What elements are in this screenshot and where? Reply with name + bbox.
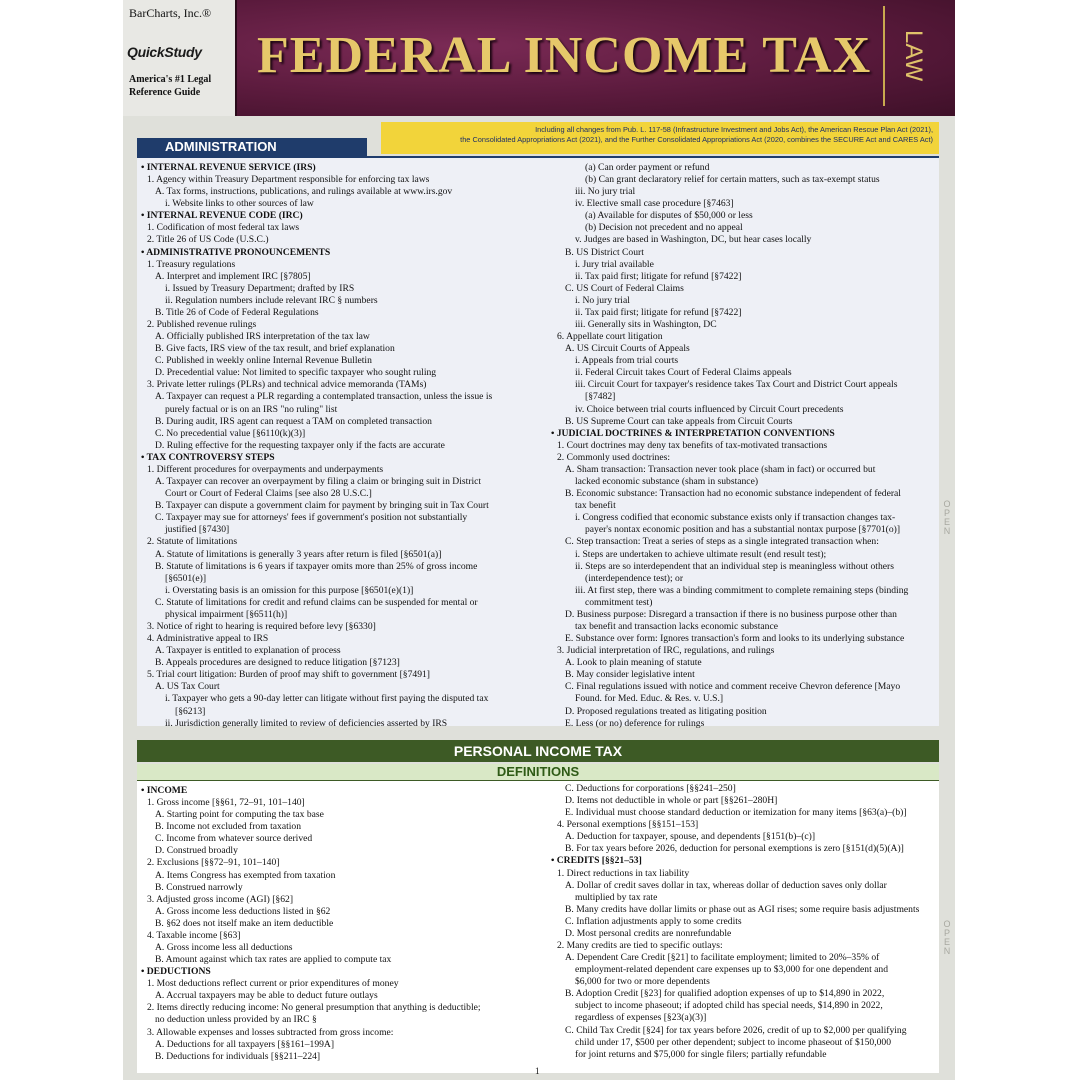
outline-line: no deduction unless provided by an IRC § (155, 1014, 317, 1026)
outline-line: A. Accrual taxpayers may be able to deduct future outlays (155, 990, 378, 1002)
open-fold-tab (939, 920, 955, 956)
outline-line: A. Gross income less all deductions (155, 942, 293, 954)
outline-line: tax benefit and transaction lacks economic substance (575, 620, 778, 632)
administration-panel (137, 158, 939, 729)
outline-line: B. Give facts, IRS view of the tax result, and brief explanation (155, 343, 395, 355)
outline-line: 2. Published revenue rulings (147, 319, 257, 331)
outline-line: B. US District Court (565, 246, 644, 258)
outline-line: i. Jury trial available (575, 258, 654, 270)
outline-line: B. Title 26 of Code of Federal Regulations (155, 306, 319, 318)
outline-line: (b) Can grant declaratory relief for certain matters, such as tax-exempt status (585, 174, 880, 186)
outline-line: A. Gross income less deductions listed in §62 (155, 905, 331, 917)
outline-line: for joint returns and $75,000 for single filers; partially refundable (575, 1048, 827, 1060)
outline-line: B. Income not excluded from taxation (155, 821, 301, 833)
changes-line: Including all changes from Pub. L. 117-58 (Infrastructure Investment and Jobs Act), the American Rescue Plan Act (2021), (535, 125, 933, 134)
section-title-administration: ADMINISTRATION (137, 138, 367, 156)
outline-line: iii. Circuit Court for taxpayer's residence takes Tax Court and District Court appeals (575, 379, 898, 391)
series-logo: QuickStudy (127, 44, 202, 60)
outline-line: justified [§7430] (165, 524, 230, 536)
outline-line: D. Items not deductible in whole or part [§§261–280H] (565, 795, 778, 807)
guide-title: FEDERAL INCOME TAX (257, 27, 872, 84)
outline-line: 2. Statute of limitations (147, 536, 238, 548)
outline-line: • TAX CONTROVERSY STEPS (141, 451, 275, 463)
outline-line: subject to income phaseout; if adopted child has special needs, $14,890 in 2022, (575, 1000, 883, 1012)
outline-line: ii. Regulation numbers include relevant IRC § numbers (165, 294, 378, 306)
outline-line: ii. Tax paid first; litigate for refund [§7422] (575, 270, 742, 282)
outline-line: A. Items Congress has exempted from taxation (155, 869, 336, 881)
outline-line: B. Deductions for individuals [§§211–224] (155, 1050, 321, 1062)
outline-line: 1. Most deductions reflect current or prior expenditures of money (147, 978, 399, 990)
outline-line: $6,000 for two or more dependents (575, 976, 710, 988)
outline-line: lacked economic substance (sham in substance) (575, 476, 759, 488)
administration-right-column (551, 162, 937, 730)
outline-line: A. Officially published IRS interpretation of the tax law (155, 331, 370, 343)
outline-line: • INTERNAL REVENUE SERVICE (IRS) (141, 162, 316, 173)
outline-line: (a) Can order payment or refund (585, 162, 710, 173)
outline-line: D. Construed broadly (155, 845, 238, 857)
outline-line: B. Taxpayer can dispute a government claim for payment by bringing suit in Tax Court (155, 500, 489, 512)
outline-line: C. No precedential value [§6110(k)(3)] (155, 427, 306, 439)
outline-line: A. Sham transaction: Transaction never took place (sham in fact) or occurred but (565, 463, 876, 475)
side-tab-letter: O (943, 499, 951, 509)
outline-line: B. Appeals procedures are designed to reduce litigation [§7123] (155, 657, 400, 669)
outline-line: 2. Items directly reducing income: No general presumption that anything is deductible; (147, 1002, 481, 1014)
outline-line: B. During audit, IRS agent can request a TAM on completed transaction (155, 415, 432, 427)
outline-line: iii. At first step, there was a binding commitment to complete remaining steps (binding (575, 584, 909, 596)
outline-line: A. Tax forms, instructions, publications, and rulings available at www.irs.gov (155, 186, 453, 198)
outline-line: B. Economic substance: Transaction had no economic substance independent of federal (565, 488, 901, 500)
outline-line: 3. Judicial interpretation of IRC, regulations, and rulings (557, 645, 775, 657)
outline-line: iii. No jury trial (575, 186, 636, 198)
outline-line: 1. Court doctrines may deny tax benefits of tax-motivated transactions (557, 439, 828, 451)
outline-line: D. Ruling effective for the requesting taxpayer only if the facts are accurate (155, 439, 445, 451)
personal-income-tax-panel (137, 781, 939, 1073)
side-tab-letter: E (943, 517, 950, 527)
outline-line: A. Deductions for all taxpayers [§§161–199A] (155, 1038, 335, 1050)
outline-line: 2. Commonly used doctrines: (557, 451, 670, 463)
outline-line: [§6501(e)] (165, 572, 207, 584)
outline-line: 5. Trial court litigation: Burden of proof may shift to government [§7491] (147, 669, 430, 681)
outline-line: B. May consider legislative intent (565, 669, 695, 681)
outline-line: i. Website links to other sources of law (165, 198, 314, 210)
outline-line: B. Construed narrowly (155, 881, 243, 893)
outline-line: 4. Personal exemptions [§§151–153] (557, 819, 699, 831)
outline-line: i. Issued by Treasury Department; drafted by IRS (165, 282, 355, 294)
outline-line: C. Income from whatever source derived (155, 833, 313, 845)
side-tab-letter: N (943, 946, 951, 956)
section-title-personal-income-tax: PERSONAL INCOME TAX (137, 740, 939, 762)
outline-line: • JUDICIAL DOCTRINES & INTERPRETATION CONVENTIONS (551, 427, 835, 439)
outline-line: B. §62 does not itself make an item deductible (155, 917, 334, 929)
side-tab-letter: P (943, 928, 950, 938)
outline-line: 4. Taxable income [§63] (147, 929, 241, 941)
outline-line: A. Deduction for taxpayer, spouse, and dependents [§151(b)–(c)] (565, 831, 816, 843)
laminated-guide-page (123, 0, 955, 1080)
outline-line: 3. Notice of right to hearing is required before levy [§6330] (147, 620, 376, 632)
outline-line: A. Taxpayer is entitled to explanation of process (155, 645, 341, 657)
outline-line: B. Statute of limitations is 6 years if taxpayer omits more than 25% of gross income (155, 560, 478, 572)
outline-line: C. Child Tax Credit [§24] for tax years before 2026, credit of up to $2,000 per qualifying (565, 1024, 907, 1036)
outline-line: Found. for Med. Educ. & Res. v. U.S.] (575, 693, 724, 705)
outline-line: 4. Administrative appeal to IRS (147, 633, 269, 645)
outline-line: tax benefit (575, 500, 616, 512)
outline-line: 3. Adjusted gross income (AGI) [§62] (147, 893, 294, 905)
outline-line: 6. Appellate court litigation (557, 331, 663, 343)
administration-left-column (141, 162, 535, 730)
outline-line: child under 17, $500 per other dependent; subject to income phaseout of $150,000 (575, 1036, 891, 1048)
outline-line: D. Most personal credits are nonrefundable (565, 927, 732, 939)
outline-line: regardless of expenses [§23(a)(3)] (575, 1012, 707, 1024)
outline-line: 1. Direct reductions in tax liability (557, 867, 690, 879)
outline-line: (b) Decision not precedent and no appeal (585, 222, 743, 234)
outline-line: A. US Circuit Courts of Appeals (565, 343, 690, 355)
outline-line: • ADMINISTRATIVE PRONOUNCEMENTS (141, 246, 331, 258)
tagline-line-2: Reference Guide (129, 87, 201, 98)
outline-line: A. Interpret and implement IRC [§7805] (155, 270, 311, 282)
outline-line: 1. Codification of most federal tax laws (147, 222, 300, 234)
publisher-brand-box (123, 0, 237, 116)
page-number: 1 (535, 1066, 540, 1076)
outline-line: purely factual or is on an IRS "no ruling" list (165, 403, 338, 415)
outline-line: [§7482] (585, 391, 616, 403)
outline-line: v. Judges are based in Washington, DC, but hear cases locally (575, 234, 812, 246)
outline-line: C. Taxpayer may sue for attorneys' fees if government's position not substantially (155, 512, 468, 524)
outline-line: A. Dollar of credit saves dollar in tax, whereas dollar of deduction saves only dollar (565, 879, 887, 891)
outline-line: 2. Exclusions [§§72–91, 101–140] (147, 857, 280, 869)
outline-line: A. Taxpayer can request a PLR regarding a contemplated transaction, unless the issue is (155, 391, 493, 403)
outline-line: commitment test) (585, 596, 653, 608)
subject-label: LAW (900, 30, 927, 82)
outline-line: A. Look to plain meaning of statute (565, 657, 702, 669)
outline-line: A. US Tax Court (155, 681, 220, 693)
outline-line: i. Overstating basis is an omission for this purpose [§6501(e)(1)] (165, 584, 414, 596)
outline-line: E. Individual must choose standard deduction or itemization for many items [§63(a)–(b)] (565, 807, 907, 819)
outline-line: 1. Different procedures for overpayments and underpayments (147, 463, 384, 475)
outline-line: ii. Federal Circuit takes Court of Federal Claims appeals (575, 367, 792, 379)
outline-line: Court or Court of Federal Claims [see also 28 U.S.C.] (165, 488, 372, 500)
outline-line: C. Step transaction: Treat a series of steps as a single integrated transaction when: (565, 536, 879, 548)
outline-line: B. Amount against which tax rates are applied to compute tax (155, 954, 392, 966)
outline-line: (interdependence test); or (585, 572, 684, 584)
outline-line: 2. Title 26 of US Code (U.S.C.) (147, 234, 269, 246)
outline-line: B. For tax years before 2026, deduction for personal exemptions is zero [§151(d)(5)(A)] (565, 843, 904, 855)
outline-line: A. Taxpayer can recover an overpayment by filing a claim or bringing suit in District (155, 476, 482, 488)
publisher-name: BarCharts, Inc.® (129, 6, 212, 20)
outline-line: 1. Treasury regulations (147, 258, 236, 270)
outline-line: 3. Allowable expenses and losses subtracted from gross income: (147, 1026, 394, 1038)
outline-line: iv. Choice between trial courts influenced by Circuit Court precedents (575, 403, 844, 415)
outline-line: D. Precedential value: Not limited to specific taxpayer who sought ruling (155, 367, 437, 379)
guide-header (123, 0, 955, 116)
outline-line: i. Steps are undertaken to achieve ultimate result (end result test); (575, 548, 827, 560)
legislation-changes-banner (381, 122, 939, 154)
outline-line: ii. Jurisdiction generally limited to review of deficiencies asserted by IRS (165, 717, 448, 729)
side-tab-letter: P (943, 508, 950, 518)
outline-line: E. Less (or no) deference for rulings (565, 717, 705, 729)
outline-line: i. No jury trial (575, 294, 630, 306)
outline-line: B. Adoption Credit [§23] for qualified adoption expenses of up to $14,890 in 2022, (565, 988, 885, 1000)
outline-line: [§6213] (175, 705, 206, 717)
outline-line: D. Proposed regulations treated as litigating position (565, 705, 767, 717)
outline-line: C. Statute of limitations for credit and refund claims can be suspended for mental or (155, 596, 478, 608)
outline-line: • CREDITS [§§21–53] (551, 855, 642, 867)
outline-line: C. Deductions for corporations [§§241–250] (565, 783, 736, 794)
side-tab-letter: O (943, 919, 951, 929)
outline-line: physical impairment [§6511(h)] (165, 608, 288, 620)
outline-line: A. Starting point for computing the tax base (155, 809, 324, 821)
outline-line: ii. Steps are so interdependent that an individual step is meaningless without others (575, 560, 894, 572)
outline-line: 1. Gross income [§§61, 72–91, 101–140] (147, 797, 305, 809)
outline-line: 1. Agency within Treasury Department responsible for enforcing tax laws (147, 174, 430, 186)
outline-line: • DEDUCTIONS (141, 966, 211, 978)
outline-line: B. US Supreme Court can take appeals from Circuit Courts (565, 415, 793, 427)
outline-line: i. Congress codified that economic substance exists only if transaction changes tax- (575, 512, 896, 524)
outline-line: A. Statute of limitations is generally 3 years after return is filed [§6501(a)] (155, 548, 442, 560)
outline-line: • INTERNAL REVENUE CODE (IRC) (141, 210, 303, 222)
outline-line: C. Inflation adjustments apply to some credits (565, 915, 742, 927)
outline-line: • INCOME (141, 785, 188, 796)
side-tab-letter: E (943, 937, 950, 947)
outline-line: A. Dependent Care Credit [§21] to facilitate employment; limited to 20%–35% of (565, 952, 880, 964)
outline-line: C. Published in weekly online Internal Revenue Bulletin (155, 355, 372, 367)
outline-line: employment-related dependent care expenses up to $3,000 for one dependent and (575, 964, 889, 976)
outline-line: 2. Many credits are tied to specific outlays: (557, 940, 723, 952)
outline-line: D. Business purpose: Disregard a transaction if there is no business purpose other than (565, 608, 897, 620)
outline-line: C. Final regulations issued with notice and comment receive Chevron deference [Mayo (565, 681, 901, 693)
outline-line: i. Appeals from trial courts (575, 355, 679, 367)
outline-line: 3. Private letter rulings (PLRs) and technical advice memoranda (TAMs) (147, 379, 427, 391)
outline-line: B. Many credits have dollar limits or phase out as AGI rises; some require basis adjustments (565, 903, 920, 915)
outline-line: C. US Court of Federal Claims (565, 282, 684, 294)
outline-line: i. Taxpayer who gets a 90-day letter can litigate without first paying the disputed tax (165, 693, 489, 705)
outline-line: payer's nontax economic position and has a substantial nontax purpose [§7701(o)] (585, 524, 901, 536)
open-fold-tab (939, 500, 955, 536)
subsection-title-definitions: DEFINITIONS (137, 764, 939, 781)
outline-line: multiplied by tax rate (575, 891, 658, 903)
tagline-line-1: America's #1 Legal (129, 74, 212, 85)
outline-line: (a) Available for disputes of $50,000 or less (585, 210, 753, 222)
changes-line: the Consolidated Appropriations Act (2021), and the Further Consolidated Appropriations Act (2020, combines the SECURE Act and CARES Act) (460, 134, 933, 144)
outline-line: iii. Generally sits in Washington, DC (575, 319, 717, 331)
definitions-left-column (141, 785, 535, 1063)
side-tab-letter: N (943, 526, 951, 536)
outline-line: iv. Elective small case procedure [§7463] (575, 198, 734, 210)
definitions-right-column (551, 783, 937, 1061)
outline-line: E. Substance over form: Ignores transaction's form and looks to its underlying substance (565, 633, 905, 645)
outline-line: ii. Tax paid first; litigate for refund [§7422] (575, 306, 742, 318)
